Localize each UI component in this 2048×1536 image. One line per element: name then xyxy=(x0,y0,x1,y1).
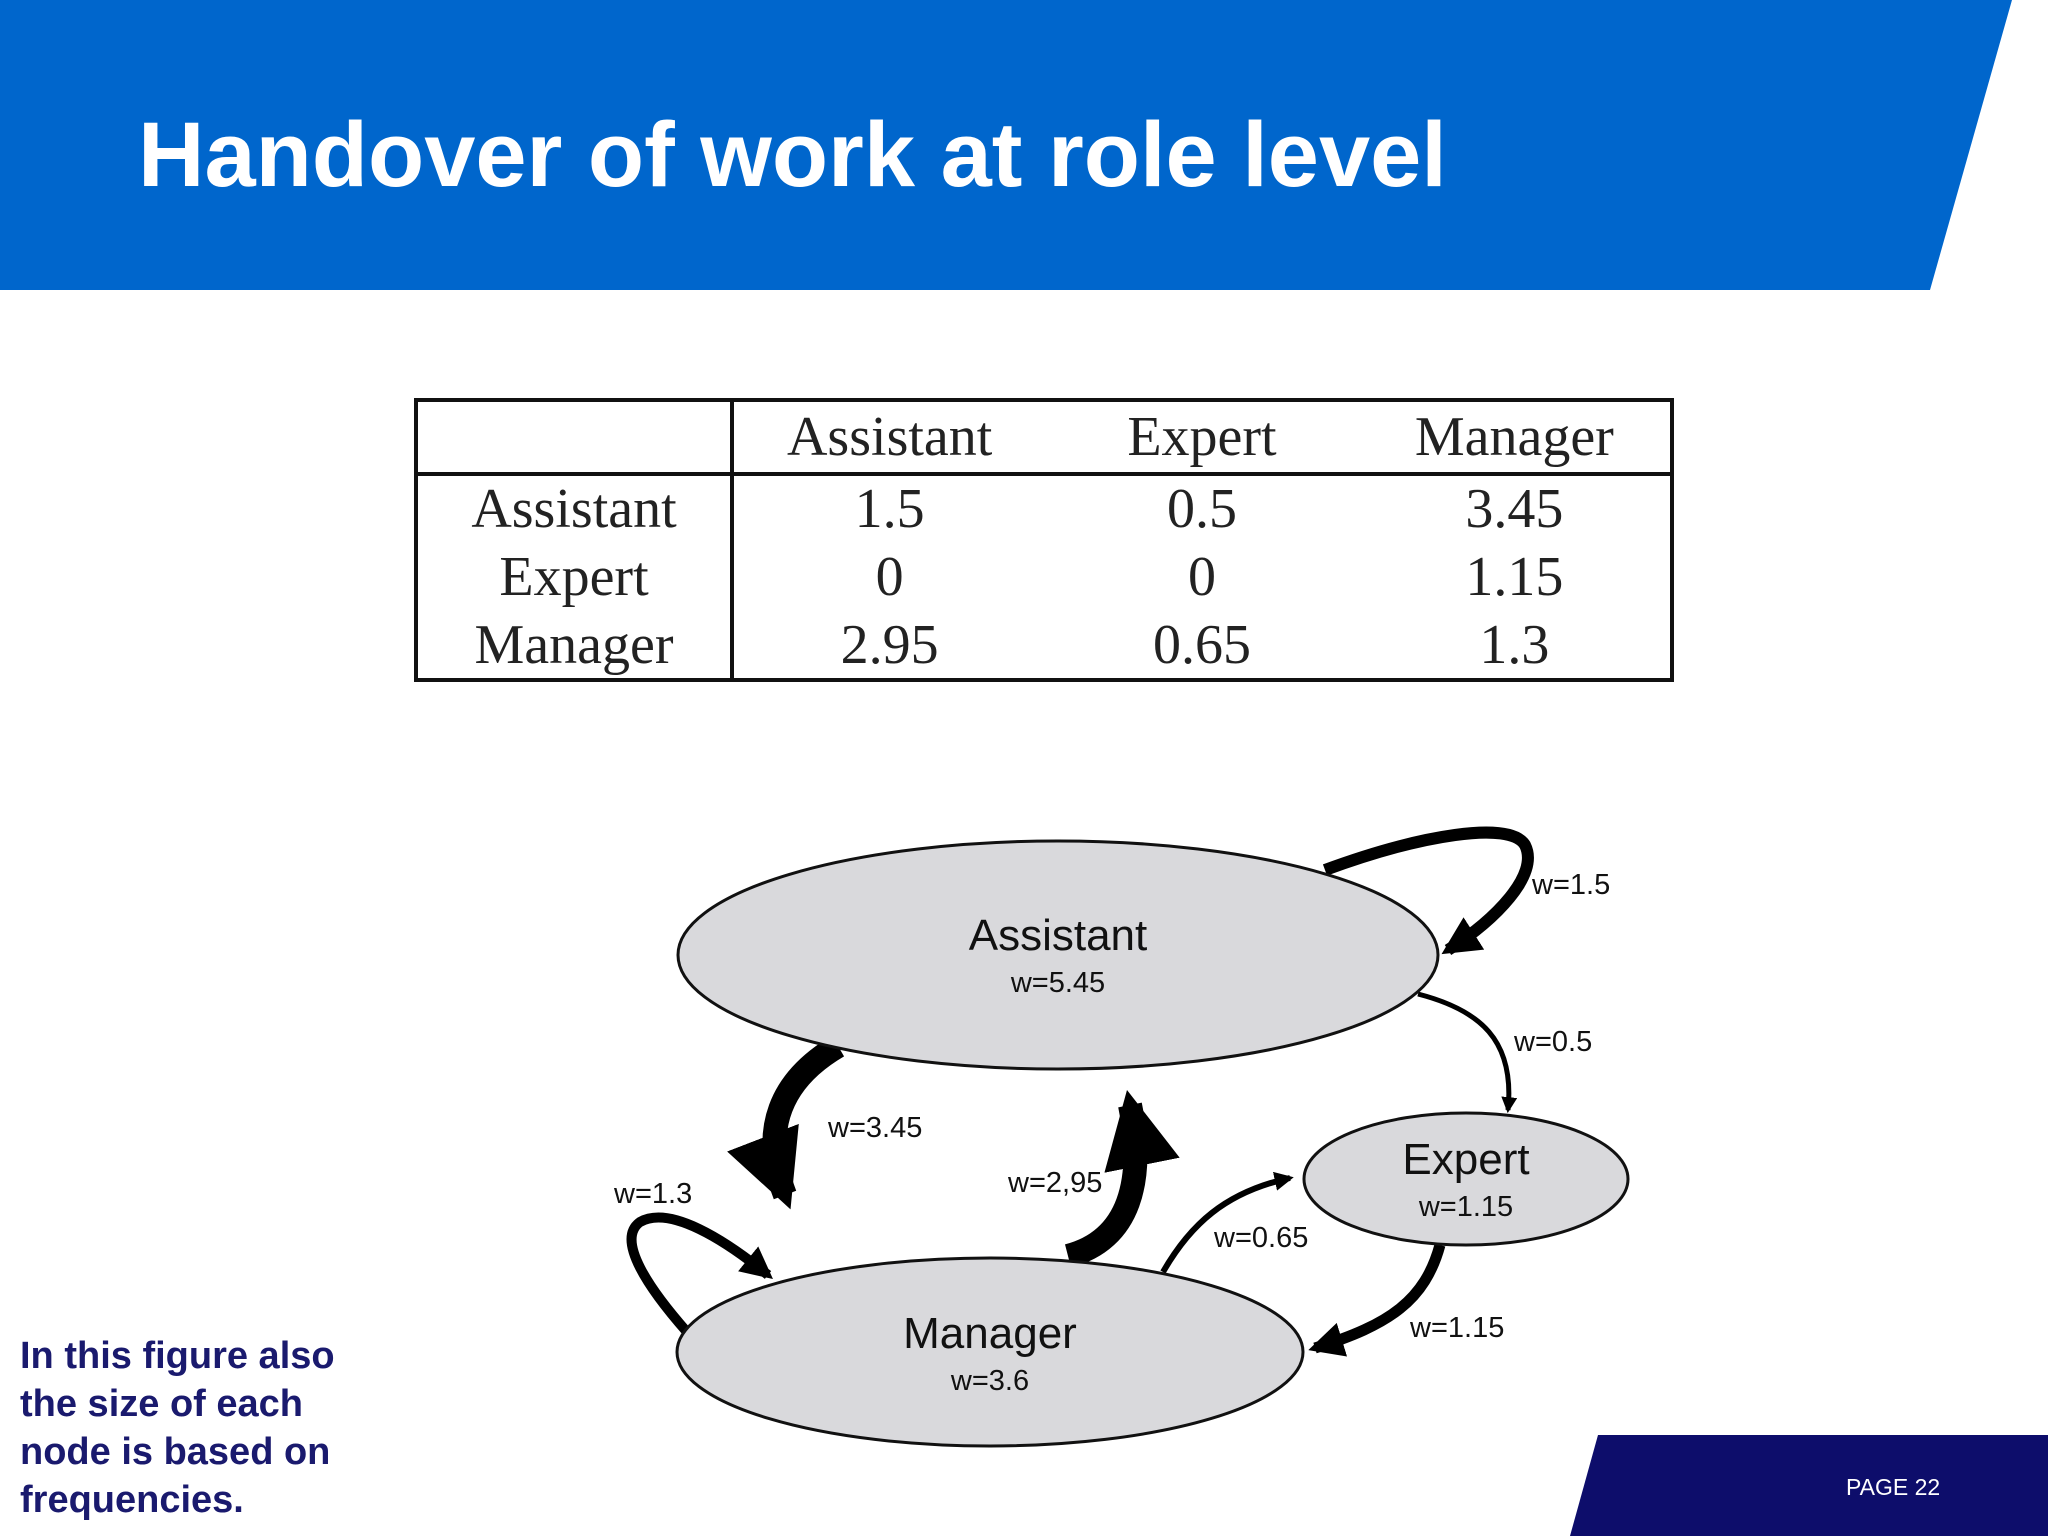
node-assistant xyxy=(678,841,1438,1069)
edge-manager-assistant xyxy=(1007,1105,1135,1256)
matrix-cell: 0.65 xyxy=(1152,613,1251,676)
matrix-cell: 1.5 xyxy=(854,478,925,541)
node-assistant-weight: w=5.45 xyxy=(1010,967,1106,999)
edge-manager-manager-label: w=1.3 xyxy=(614,1178,693,1210)
edge-assistant-expert xyxy=(1418,994,1592,1110)
edge-assistant-assistant-label: w=1.5 xyxy=(1532,869,1611,901)
matrix-cell: 1.15 xyxy=(1465,545,1564,608)
matrix-col-header: Assistant xyxy=(732,400,1045,474)
node-expert-name: Expert xyxy=(1402,1135,1530,1184)
matrix-cell: 0 xyxy=(875,545,904,608)
edge-assistant-manager xyxy=(774,1046,922,1195)
node-expert xyxy=(1304,1113,1628,1245)
node-manager xyxy=(677,1258,1303,1446)
edge-manager-expert-label: w=0.65 xyxy=(1214,1222,1309,1254)
matrix-row-header: Expert xyxy=(416,543,732,612)
matrix-row-header: Assistant xyxy=(416,474,732,543)
node-manager-name: Manager xyxy=(903,1309,1077,1358)
matrix-cell: 3.45 xyxy=(1465,478,1564,541)
edge-expert-manager xyxy=(1315,1245,1504,1348)
edge-assistant-manager-label: w=3.45 xyxy=(828,1112,923,1144)
page-number: PAGE 22 xyxy=(1846,1474,1941,1500)
side-note: In this figure also the size of each node is based on frequencies. xyxy=(20,1335,335,1521)
edge-manager-expert xyxy=(1163,1178,1308,1272)
matrix-cell: 2.95 xyxy=(840,613,939,676)
node-manager-weight: w=3.6 xyxy=(950,1365,1030,1397)
matrix-cell: 0 xyxy=(1187,545,1216,608)
node-assistant-name: Assistant xyxy=(968,911,1148,960)
matrix-row-header: Manager xyxy=(416,611,732,680)
edge-assistant-expert-label: w=0.5 xyxy=(1514,1026,1593,1058)
matrix-col-header: Expert xyxy=(1045,400,1358,474)
edge-expert-manager-label: w=1.15 xyxy=(1410,1312,1505,1344)
edge-manager-assistant-label: w=2,95 xyxy=(1008,1167,1103,1199)
matrix-cell: 0.5 xyxy=(1166,478,1237,541)
footer-band xyxy=(1570,1435,2048,1536)
matrix-cell: 1.3 xyxy=(1479,613,1550,676)
node-expert-weight: w=1.15 xyxy=(1418,1191,1514,1223)
matrix-col-header: Manager xyxy=(1359,400,1672,474)
edge-assistant-expert-line xyxy=(1418,994,1509,1110)
slide-title: Handover of work at role level xyxy=(138,104,1447,206)
